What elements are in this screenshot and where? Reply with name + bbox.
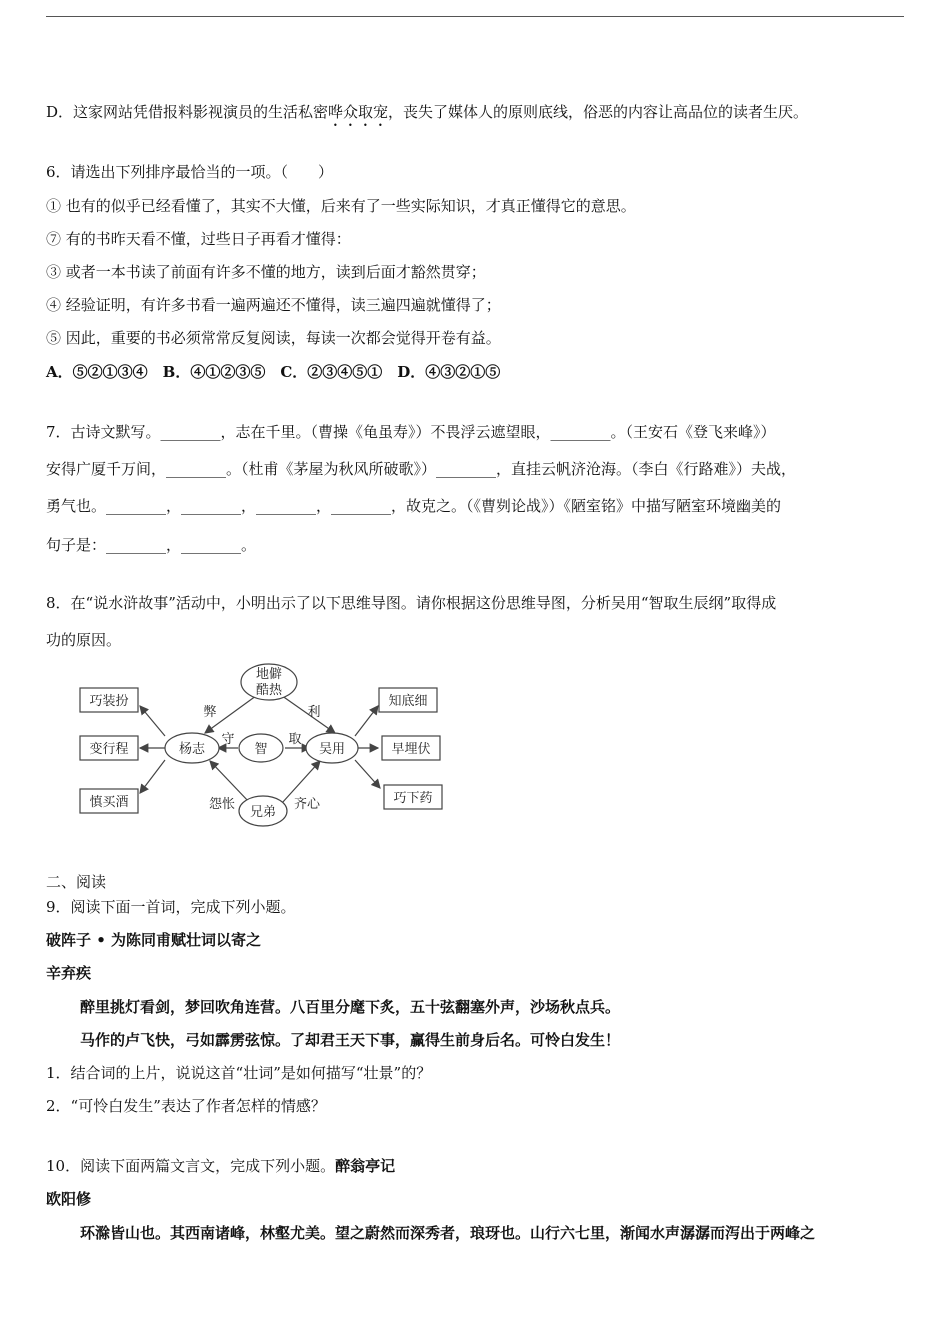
edge-label-qu: 取 <box>288 732 302 747</box>
node-wuyong-label: 吴用 <box>318 742 346 757</box>
box-right-1-label: 知底细 <box>388 694 428 709</box>
q10-essay-title: 醉翁亭记 <box>335 1157 396 1175</box>
node-yangzhi-label: 杨志 <box>178 742 206 757</box>
option-d-text: D．这家网站凭借报料影视演员的生活私密 <box>46 103 329 121</box>
q10-stem-text: 10．阅读下面两篇文言文，完成下列小题。 <box>46 1157 336 1175</box>
emphasized-idiom: 哗众取宠 <box>328 103 389 121</box>
q6-line-4: ④ 经验证明，有许多书看一遍两遍还不懂得，读三遍四遍就懂得了； <box>46 296 501 314</box>
edge-label-shou: 守 <box>221 732 235 747</box>
q7-line-4: 句子是：________，________。 <box>46 536 257 554</box>
q9-stem: 9．阅读下面一首词，完成下列小题。 <box>46 898 296 916</box>
arrow-right-to-box-3 <box>355 760 380 788</box>
q6-line-2: ⑦ 有的书昨天看不懂，过些日子再看才懂得： <box>46 230 351 248</box>
edge-label-qixin: 齐心 <box>293 797 321 812</box>
section-heading: 二、阅读 <box>46 873 107 891</box>
box-left-3-label: 慎买酒 <box>89 795 129 810</box>
node-zhi-label: 智 <box>254 742 268 757</box>
q6-choices: A．⑤②①③④ B．④①②③⑤ C．②③④⑤① D．④③②①⑤ <box>46 363 501 381</box>
q9-sub-1: 1．结合词的上片，说说这首“壮词”是如何描写“壮景”的？ <box>46 1064 432 1082</box>
box-left-2-label: 变行程 <box>89 742 129 757</box>
q6-stem: 6．请选出下列排序最恰当的一项。（ ） <box>46 163 334 181</box>
arrow-left-to-box-1 <box>140 706 165 736</box>
node-top-label-1: 地僻 <box>255 667 283 682</box>
box-right-3-label: 巧下药 <box>393 791 433 806</box>
q7-line-3: 勇气也。________，________，________，________，故克之。（《曹刿论战》）《陋室铭》中描写陋室环境幽美的 <box>46 497 782 515</box>
poem-line-1: 醉里挑灯看剑，梦回吹角连营。八百里分麾下炙，五十弦翻塞外声，沙场秋点兵。 <box>80 998 621 1016</box>
box-left-1-label: 巧装扮 <box>89 694 129 709</box>
q5-option-d <box>46 102 808 130</box>
poem-author: 辛弃疾 <box>46 964 92 982</box>
box-right-2-label: 早埋伏 <box>391 742 431 757</box>
poem-line-2: 马作的卢飞快，弓如霹雳弦惊。了却君王天下事，赢得生前身后名。可怜白发生！ <box>80 1031 621 1049</box>
poem-title: 破阵子 • 为陈同甫赋壮词以寄之 <box>46 931 262 949</box>
q8-line-2: 功的原因。 <box>46 631 122 649</box>
arrow-right-to-box-1 <box>355 706 378 736</box>
q6-line-3: ③ 或者一本书读了前面有许多不懂的地方，读到后面才豁然贯穿； <box>46 263 486 281</box>
q6-line-5: ⑤ 因此，重要的书必须常常反复阅读，每读一次都会觉得开卷有益。 <box>46 329 501 347</box>
edge-label-li: 利 <box>307 705 321 720</box>
q7-line-2: 安得广厦千万间，________。（杜甫《茅屋为秋风所破歌》）________，直挂云帆济沧海。（李白《行路难》）夫战， <box>46 460 797 478</box>
edge-label-bi: 弊 <box>203 705 217 720</box>
q10-stem <box>46 1156 395 1176</box>
q8-line-1: 8．在“说水浒故事”活动中，小明出示了以下思维导图。请你根据这份思维导图，分析吴用“智取生辰纲”取得成 <box>46 594 777 612</box>
q10-text-line-1: 环滁皆山也。其西南诸峰，林壑尤美。望之蔚然而深秀者，琅玡也。山行六七里，渐闻水声潺潺而泻出于两峰之 <box>80 1224 816 1242</box>
header-rule <box>46 16 904 17</box>
q10-author: 欧阳修 <box>46 1190 92 1208</box>
node-top-label-2: 酷热 <box>255 683 283 698</box>
q9-sub-2: 2．“可怜白发生”表达了作者怎样的情感？ <box>46 1097 326 1115</box>
q6-line-1: ① 也有的似乎已经看懂了，其实不大懂，后来有了一些实际知识，才真正懂得它的意思。 <box>46 197 636 215</box>
arrow-left-to-box-3 <box>140 760 165 793</box>
mind-map-diagram <box>70 658 460 838</box>
q7-line-1: 7．古诗文默写。________，志在千里。（曹操《龟虽寿》）不畏浮云遮望眼，________。（王安石《登飞来峰》） <box>46 423 776 441</box>
node-brothers-label: 兄弟 <box>249 805 277 820</box>
edge-label-yuanhen: 怨怅 <box>208 797 236 812</box>
option-d-text-end: ，丧失了媒体人的原则底线，俗恶的内容让高品位的读者生厌。 <box>388 103 809 121</box>
